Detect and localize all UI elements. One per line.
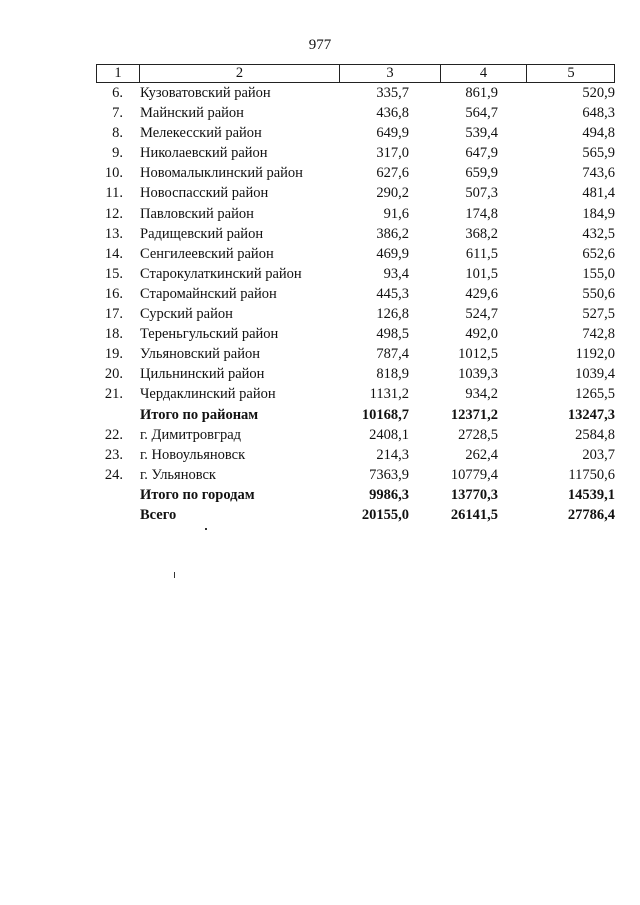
row-value-col-4: 861,9 bbox=[465, 85, 498, 101]
row-name: Итого по городам bbox=[140, 486, 255, 503]
row-name: Чердаклинский район bbox=[140, 386, 276, 403]
page-number: 977 bbox=[308, 37, 332, 53]
table-row bbox=[96, 405, 615, 425]
table-row bbox=[96, 425, 615, 445]
table-row bbox=[96, 485, 615, 505]
row-value-col-3: 93,4 bbox=[383, 265, 409, 282]
row-value-col-3: 469,9 bbox=[376, 245, 409, 262]
scan-speck bbox=[205, 528, 207, 530]
row-value-col-5: 27786,4 bbox=[567, 506, 615, 523]
row-number: 14. bbox=[104, 245, 123, 262]
row-value-col-4: 611,5 bbox=[465, 245, 498, 262]
row-value-col-4: 174,8 bbox=[465, 205, 498, 222]
table-row bbox=[96, 284, 615, 304]
row-value-col-4: 26141,5 bbox=[450, 506, 498, 523]
row-value-col-5: 743,6 bbox=[582, 165, 615, 182]
row-value-col-4: 2728,5 bbox=[458, 426, 498, 443]
table-row bbox=[96, 244, 615, 264]
scan-speck bbox=[174, 572, 175, 578]
row-value-col-4: 492,0 bbox=[465, 326, 498, 343]
row-number: 16. bbox=[104, 285, 123, 302]
row-value-col-4: 539,4 bbox=[465, 125, 498, 142]
header-col-5: 5 bbox=[567, 65, 575, 81]
header-col-3: 3 bbox=[386, 65, 394, 81]
row-value-col-4: 507,3 bbox=[465, 185, 498, 202]
row-value-col-3: 290,2 bbox=[376, 185, 409, 202]
row-value-col-4: 13770,3 bbox=[450, 486, 498, 503]
table-row bbox=[96, 364, 615, 384]
row-value-col-4: 647,9 bbox=[465, 145, 498, 162]
row-value-col-5: 432,5 bbox=[582, 225, 615, 242]
row-value-col-4: 1039,3 bbox=[458, 366, 498, 383]
header-col-4: 4 bbox=[479, 65, 488, 81]
table-row bbox=[96, 204, 615, 224]
row-value-col-3: 20155,0 bbox=[361, 506, 409, 523]
row-value-col-5: 565,9 bbox=[582, 145, 615, 162]
row-name: Старокулаткинский район bbox=[140, 265, 302, 282]
row-value-col-5: 2584,8 bbox=[575, 426, 615, 443]
row-value-col-5: 742,8 bbox=[582, 326, 615, 343]
row-value-col-3: 498,5 bbox=[376, 326, 409, 343]
row-value-col-5: 1039,4 bbox=[575, 366, 615, 383]
row-name: Мелекесский район bbox=[140, 125, 262, 142]
table-header bbox=[96, 64, 615, 83]
row-value-col-3: 317,0 bbox=[376, 145, 409, 162]
row-value-col-5: 550,6 bbox=[582, 285, 615, 302]
row-name: Итого по районам bbox=[140, 406, 259, 423]
row-number: 15. bbox=[104, 265, 123, 282]
row-value-col-4: 524,7 bbox=[465, 306, 498, 323]
table-row bbox=[96, 103, 615, 123]
row-name: Новоспасский район bbox=[140, 185, 269, 202]
row-name: г. Новоульяновск bbox=[140, 446, 246, 463]
row-name: Сурский район bbox=[140, 306, 233, 323]
row-value-col-4: 12371,2 bbox=[450, 406, 498, 423]
row-name: Николаевский район bbox=[140, 145, 268, 162]
row-name: Старомайнский район bbox=[140, 285, 277, 302]
row-name: г. Ульяновск bbox=[140, 466, 216, 483]
row-value-col-5: 11750,6 bbox=[568, 466, 615, 483]
row-number: 19. bbox=[104, 346, 123, 363]
row-number: 24. bbox=[104, 466, 123, 483]
table-row bbox=[96, 143, 615, 163]
data-table bbox=[96, 64, 615, 525]
row-value-col-5: 184,9 bbox=[582, 205, 615, 222]
table-row bbox=[96, 344, 615, 364]
row-value-col-3: 2408,1 bbox=[369, 426, 409, 443]
row-name: Сенгилеевский район bbox=[140, 245, 274, 262]
row-value-col-3: 1131,2 bbox=[369, 386, 409, 403]
row-value-col-5: 14539,1 bbox=[567, 486, 615, 503]
row-value-col-5: 527,5 bbox=[582, 306, 615, 323]
row-value-col-4: 10779,4 bbox=[450, 466, 498, 483]
row-number: 17. bbox=[104, 306, 123, 323]
row-number: 22. bbox=[104, 426, 123, 443]
row-value-col-3: 126,8 bbox=[376, 306, 409, 323]
table-row bbox=[96, 183, 615, 203]
table-row bbox=[96, 304, 615, 324]
row-value-col-4: 262,4 bbox=[465, 446, 498, 463]
row-number: 8. bbox=[112, 125, 123, 142]
table-row bbox=[96, 505, 615, 525]
row-value-col-4: 564,7 bbox=[465, 105, 498, 122]
row-value-col-5: 203,7 bbox=[582, 446, 615, 463]
row-value-col-5: 652,6 bbox=[582, 245, 615, 262]
row-number: 21. bbox=[104, 386, 123, 403]
row-value-col-5: 481,4 bbox=[582, 185, 615, 202]
row-value-col-4: 429,6 bbox=[465, 285, 498, 302]
row-name: Тереньгульский район bbox=[140, 326, 279, 343]
row-name: Павловский район bbox=[140, 205, 254, 222]
table-row bbox=[96, 123, 615, 143]
row-number: 11. bbox=[105, 185, 123, 202]
row-value-col-3: 818,9 bbox=[376, 366, 409, 383]
row-number: 12. bbox=[104, 205, 123, 222]
header-col-1: 1 bbox=[114, 65, 122, 81]
row-name: Кузоватовский район bbox=[140, 85, 271, 101]
row-value-col-3: 214,3 bbox=[376, 446, 409, 463]
row-number: 13. bbox=[104, 225, 123, 242]
table-row bbox=[96, 83, 615, 103]
row-value-col-3: 9986,3 bbox=[369, 486, 409, 503]
row-value-col-3: 627,6 bbox=[376, 165, 409, 182]
table-row bbox=[96, 163, 615, 183]
row-value-col-4: 101,5 bbox=[465, 265, 498, 282]
table-row bbox=[96, 445, 615, 465]
row-number: 9. bbox=[112, 145, 123, 162]
row-number: 23. bbox=[104, 446, 123, 463]
row-number: 10. bbox=[104, 165, 123, 182]
table-row bbox=[96, 324, 615, 344]
header-col-2: 2 bbox=[235, 65, 244, 81]
row-value-col-5: 1265,5 bbox=[575, 386, 615, 403]
row-value-col-5: 155,0 bbox=[582, 265, 615, 282]
row-value-col-3: 445,3 bbox=[376, 285, 409, 302]
row-value-col-3: 10168,7 bbox=[361, 406, 409, 423]
row-value-col-3: 649,9 bbox=[376, 125, 409, 142]
table-row bbox=[96, 264, 615, 284]
row-number: 6. bbox=[112, 85, 123, 101]
row-value-col-3: 386,2 bbox=[376, 225, 409, 242]
row-value-col-5: 13247,3 bbox=[567, 406, 615, 423]
row-value-col-5: 648,3 bbox=[582, 105, 615, 122]
row-name: Новомалыклинский район bbox=[140, 165, 303, 182]
row-number: 20. bbox=[104, 366, 123, 383]
row-name: Всего bbox=[140, 506, 177, 523]
row-number: 18. bbox=[104, 326, 123, 343]
row-name: Майнский район bbox=[140, 105, 244, 122]
row-value-col-4: 368,2 bbox=[465, 225, 498, 242]
row-value-col-4: 934,2 bbox=[465, 386, 498, 403]
table-row bbox=[96, 384, 615, 404]
row-value-col-5: 494,8 bbox=[582, 125, 615, 142]
row-value-col-5: 1192,0 bbox=[575, 346, 615, 363]
table-body bbox=[96, 83, 615, 525]
row-name: Цильнинский район bbox=[140, 366, 265, 383]
row-name: Радищевский район bbox=[140, 225, 264, 242]
row-value-col-3: 436,8 bbox=[376, 105, 409, 122]
row-value-col-4: 659,9 bbox=[465, 165, 498, 182]
table-row bbox=[96, 224, 615, 244]
row-number: 7. bbox=[112, 105, 123, 122]
row-value-col-3: 335,7 bbox=[376, 85, 409, 101]
row-name: Ульяновский район bbox=[140, 346, 261, 363]
row-name: г. Димитровград bbox=[140, 426, 242, 443]
row-value-col-3: 91,6 bbox=[383, 205, 409, 222]
row-value-col-4: 1012,5 bbox=[458, 346, 498, 363]
table-row bbox=[96, 465, 615, 485]
row-value-col-3: 7363,9 bbox=[369, 466, 409, 483]
row-value-col-5: 520,9 bbox=[582, 85, 615, 101]
row-value-col-3: 787,4 bbox=[376, 346, 409, 363]
